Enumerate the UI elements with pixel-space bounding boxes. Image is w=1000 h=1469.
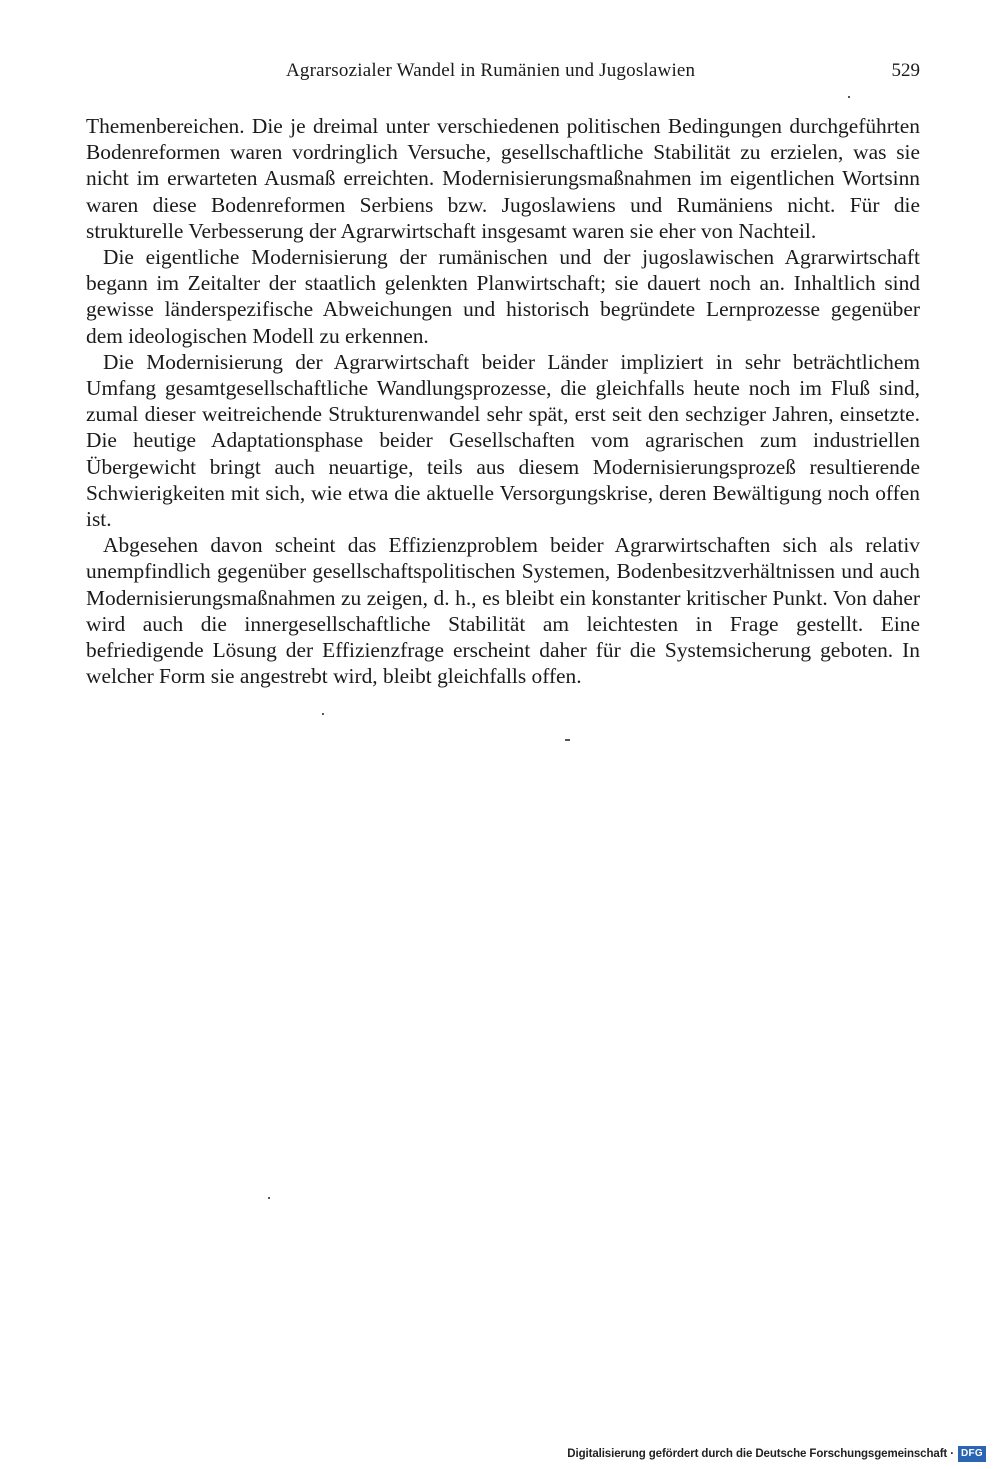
scan-speck <box>848 96 850 98</box>
scan-speck <box>565 739 570 741</box>
paragraph-2: Die eigentliche Modernisierung der rumänischen und der jugoslawischen Agrarwirtschaft begann im Zeitalter der staatlich gelenkten Planwirtschaft; sie dauert noch an. Inhaltlich sind gewisse länderspezifische Abweichungen und historisch begründete Lernprozesse gegenüber dem ideologischen Modell zu erkennen. <box>86 245 920 348</box>
dfg-logo-icon: DFG <box>958 1446 986 1462</box>
body-text <box>86 113 920 689</box>
scan-speck <box>322 713 324 715</box>
running-header <box>86 60 920 90</box>
paragraph-4: Abgesehen davon scheint das Effizienzproblem beider Agrarwirtschaften sich als relativ unempfindlich gegenüber gesellschaftspolitischen Systemen, Bodenbesitzverhältnissen und auch Modernisierungsmaßnahmen zu zeigen, d. h., es bleibt ein konstanter kritischer Punkt. Von daher wird auch die innergesellschaftliche Stabilität am leichtesten in Frage gestellt. Eine befriedigende Lösung der Effizienzfrage erscheint daher für die Systemsicherung geboten. In welcher Form sie angestrebt wird, bleibt gleichfalls offen. <box>86 533 920 689</box>
digitization-credit <box>567 1445 986 1463</box>
paragraph-3: Die Modernisierung der Agrarwirtschaft beider Länder impliziert in sehr beträchtlichem Umfang gesamtgesellschaftliche Wandlungsprozesse, die gleichfalls heute noch im Fluß sind, zumal dieser weitreichende Strukturenwandel sehr spät, erst seit den sechziger Jahren, einsetzte. Die heutige Adaptationsphase beider Gesellschaften vom agrarischen zum industriellen Übergewicht bringt auch neuartige, teils aus diesem Modernisierungsprozeß resultierende Schwierigkeiten mit sich, wie etwa die aktuelle Versorgungskrise, deren Bewältigung noch offen ist. <box>86 349 920 532</box>
credit-text: Digitalisierung gefördert durch die Deutsche Forschungsgemeinschaft · <box>567 1448 954 1460</box>
scan-speck <box>268 1197 270 1199</box>
paragraph-1: Themenbereichen. Die je dreimal unter verschiedenen politischen Bedingungen durchgeführten Bodenreformen waren vordringlich Versuche, gesellschaftliche Stabilität zu erzielen, was sie nicht im erwarteten Ausmaß erreichten. Modernisierungsmaßnahmen im eigentlichen Wortsinn waren diese Bodenreformen Serbiens bzw. Jugoslawiens und Rumäniens nicht. Für die strukturelle Verbesserung der Agrarwirtschaft insgesamt waren sie eher von Nachteil. <box>86 114 920 243</box>
running-title: Agrarsozialer Wandel in Rumänien und Jugoslawien <box>286 60 696 81</box>
page-number: 529 <box>891 60 920 81</box>
